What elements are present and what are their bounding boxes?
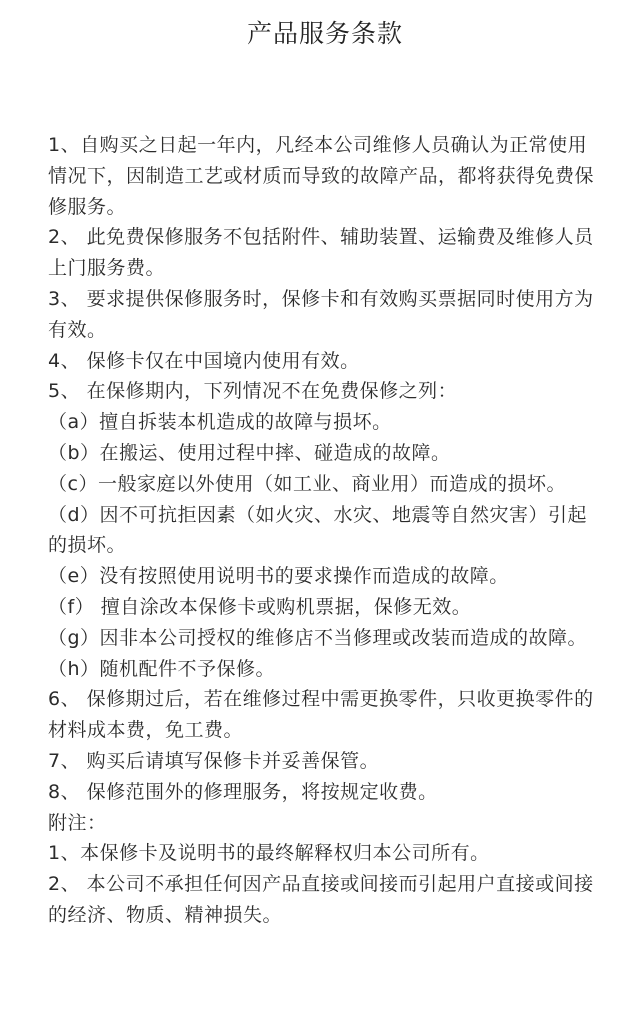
terms-body [48, 130, 602, 931]
exclusion-h: （h）随机配件不予保修。 [48, 657, 276, 680]
clause-7: 7、 购买后请填写保修卡并妥善保管。 [48, 749, 380, 772]
clause-3: 3、 要求提供保修服务时，保修卡和有效购买票据同时使用方为有效。 [48, 287, 594, 341]
note-1: 1、本保修卡及说明书的最终解释权归本公司所有。 [48, 842, 490, 865]
clause-5: 5、 在保修期内，下列情况不在免费保修之列： [48, 380, 458, 403]
clause-8: 8、 保修范围外的修理服务，将按规定收费。 [48, 780, 438, 803]
exclusion-g: （g）因非本公司授权的维修店不当修理或改装而造成的故障。 [48, 626, 588, 649]
clause-4: 4、 保修卡仅在中国境内使用有效。 [48, 349, 360, 372]
notes-heading: 附注： [48, 811, 107, 834]
clause-6: 6、 保修期过后，若在维修过程中需更换零件，只收更换零件的材料成本费，免工费。 [48, 688, 594, 742]
clause-1: 1、自购买之日起一年内，凡经本公司维修人员确认为正常使用情况下，因制造工艺或材质而导致的故障产品，都将获得免费保修服务。 [48, 134, 595, 218]
exclusion-d: （d）因不可抗拒因素（如火灾、水灾、地震等自然灾害）引起的损坏。 [48, 503, 588, 557]
exclusion-c: （c）一般家庭以外使用（如工业、商业用）而造成的损坏。 [48, 472, 566, 495]
note-2: 2、 本公司不承担任何因产品直接或间接而引起用户直接或间接的经济、物质、精神损失。 [48, 873, 594, 926]
page-title: 产品服务条款 [246, 19, 403, 48]
exclusion-b: （b）在搬运、使用过程中摔、碰造成的故障。 [48, 441, 451, 464]
exclusion-e: （e）没有按照使用说明书的要求操作而造成的故障。 [48, 565, 509, 588]
exclusion-a: （a）擅自拆装本机造成的故障与损坏。 [48, 411, 392, 434]
exclusion-f: （f） 擅自涂改本保修卡或购机票据，保修无效。 [48, 595, 472, 618]
clause-2: 2、 此免费保修服务不包括附件、辅助装置、运输费及维修人员上门服务费。 [48, 226, 594, 280]
